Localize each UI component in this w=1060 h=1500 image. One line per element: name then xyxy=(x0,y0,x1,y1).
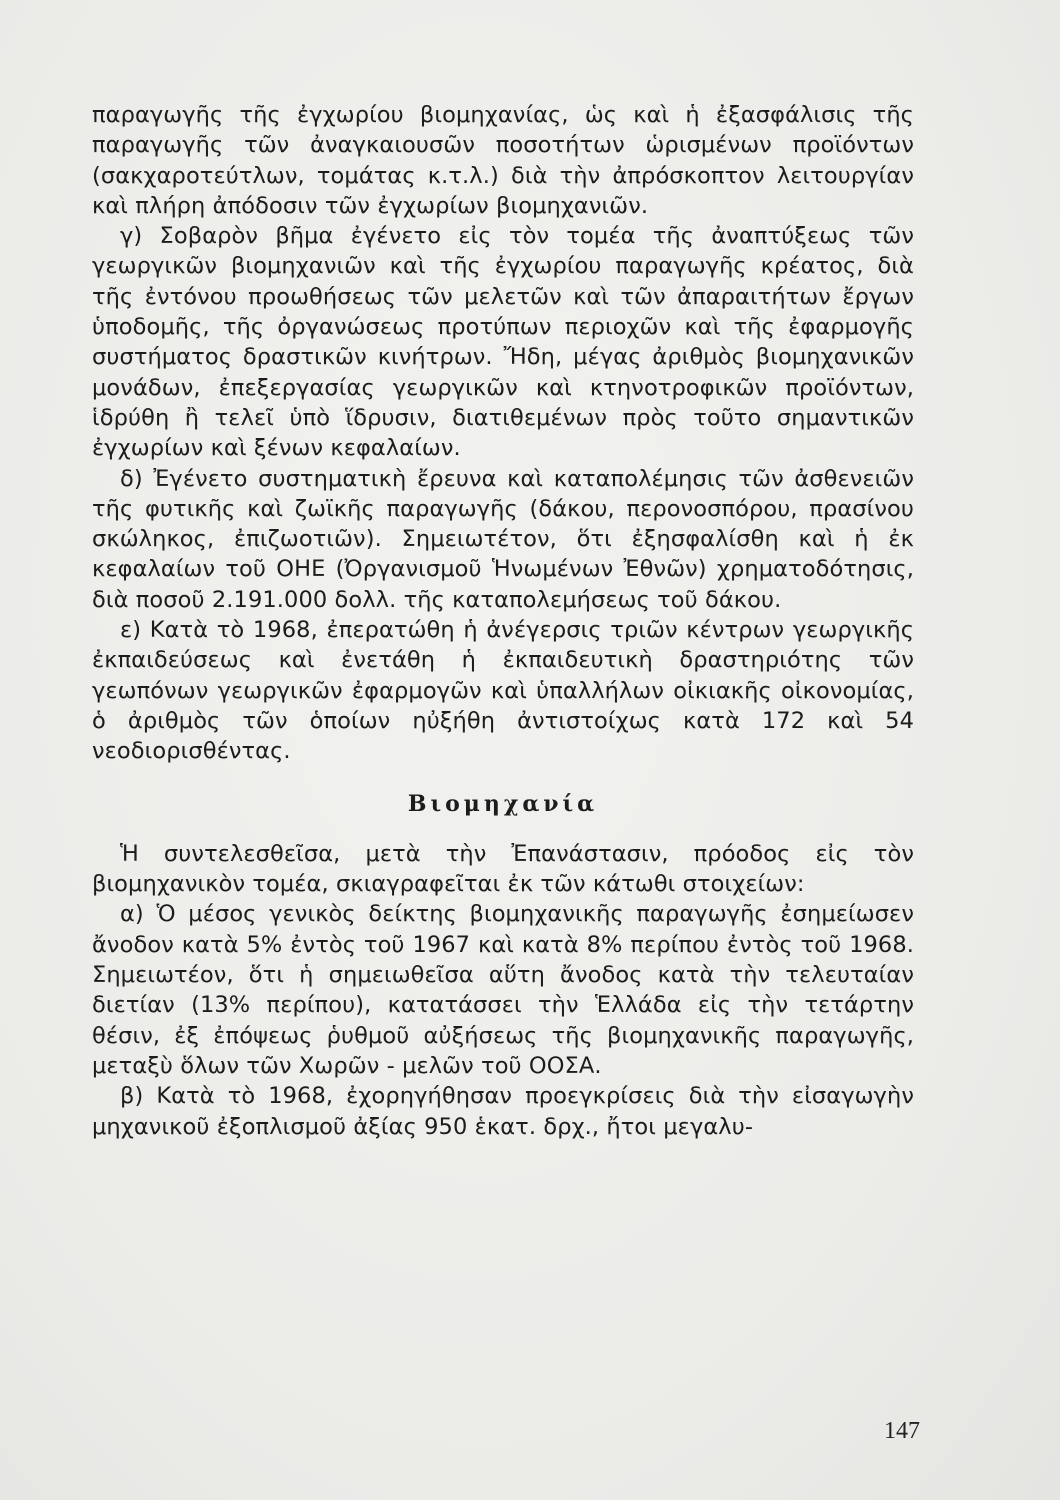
section-heading: Βιομηχανία xyxy=(407,790,599,817)
paragraph-gamma: γ) Σοβαρὸν βῆμα ἐγένετο εἰς τὸν τομέα τῆς ἀναπτύξεως τῶν γεωργικῶν βιομηχανιῶν καὶ τῆς ἐγχωρίου παραγωγῆς κρέατος, διὰ τῆς ἐντόνου προωθήσεως τῶν μελετῶν καὶ τῶν ἀπαραιτήτων ἔργων ὑποδομῆς, τῆς ὀργανώσεως προτύπων περιοχῶν καὶ τῆς ἐφαρμογῆς συστήματος δραστικῶν κινήτρων. Ἤδη, μέγας ἀριθμὸς βιομηχανικῶν μονάδων, ἐπεξεργασίας γεωργικῶν καὶ κτηνοτροφικῶν προϊόντων, ἱδρύθη ἢ τελεῖ ὑπὸ ἵδρυσιν, διατιθεμένων πρὸς τοῦτο σημαντικῶν ἐγχωρίων καὶ ξένων κεφαλαίων. xyxy=(92,223,914,462)
paragraph-delta: δ) Ἐγένετο συστηματικὴ ἔρευνα καὶ καταπολέμησις τῶν ἀσθενειῶν τῆς φυτικῆς καὶ ζωϊκῆς παραγωγῆς (δάκου, περονοσπόρου, πρασίνου σκώληκος, ἐπιζωοτιῶν). Σημειωτέτον, ὅτι ἐξησφαλίσθη καὶ ἡ ἐκ κεφαλαίων τοῦ ΟΗΕ (Ὀργανισμοῦ Ἡνωμένων Ἐθνῶν) χρηματοδότησις, διὰ ποσοῦ 2.191.000 δολλ. τῆς καταπολεμήσεως τοῦ δάκου. xyxy=(92,465,914,613)
paragraph-industry-intro: Ἡ συντελεσθεῖσα, μετὰ τὴν Ἐπανάστασιν, πρόοδος εἰς τὸν βιομηχανικὸν τομέα, σκιαγραφεῖται ἐκ τῶν κάτωθι στοιχείων: xyxy=(92,840,914,898)
paragraph-epsilon: ε) Κατὰ τὸ 1968, ἐπερατώθη ἡ ἀνέγερσις τριῶν κέντρων γεωργικῆς ἐκπαιδεύσεως καὶ ἐνετάθη ἡ ἐκπαιδευτικὴ δραστηριότης τῶν γεωπόνων γεωργικῶν ἐφαρμογῶν καὶ ὑπαλλήλων οἰκιακῆς οἰκονομίας, ὁ ἀριθμὸς τῶν ὁποίων ηὐξήθη ἀντιστοίχως κατὰ 172 καὶ 54 νεοδιορισθέντας. xyxy=(92,617,914,765)
body-text xyxy=(92,100,914,1142)
page-number: 147 xyxy=(884,1418,920,1444)
paragraph-beta: β) Κατὰ τὸ 1968, ἐχορηγήθησαν προεγκρίσεις διὰ τὴν εἰσαγωγὴν μηχανικοῦ ἐξοπλισμοῦ ἀξίας 950 ἑκατ. δρχ., ἤτοι μεγαλυ- xyxy=(92,1083,914,1140)
paragraph-alpha: α) Ὁ μέσος γενικὸς δείκτης βιομηχανικῆς παραγωγῆς ἐσημείωσεν ἄνοδον κατὰ 5% ἐντὸς τοῦ 1967 καὶ κατὰ 8% περίπου ἐντὸς τοῦ 1968. Σημειωτέον, ὅτι ἡ σημειωθεῖσα αὕτη ἄνοδος κατὰ τὴν τελευταίαν διετίαν (13% περίπου), κατατάσσει τὴν Ἑλλάδα εἰς τὴν τετάρτην θέσιν, ἐξ ἐπόψεως ῥυθμοῦ αὐξήσεως τῆς βιομηχανικῆς παραγωγῆς, μεταξὺ ὅλων τῶν Χωρῶν - μελῶν τοῦ ΟΟΣΑ. xyxy=(92,901,914,1079)
paragraph-continuation: παραγωγῆς τῆς ἐγχωρίου βιομηχανίας, ὡς καὶ ἡ ἐξασφάλισις τῆς παραγωγῆς τῶν ἀναγκαιουσῶν ποσοτήτων ὡρισμένων προϊόντων (σακχαροτεύτλων, τομάτας κ.τ.λ.) διὰ τὴν ἀπρόσκοπτον λειτουργίαν καὶ πλήρη ἀπόδοσιν τῶν ἐγχωρίων βιομηχανιῶν. xyxy=(92,102,914,219)
